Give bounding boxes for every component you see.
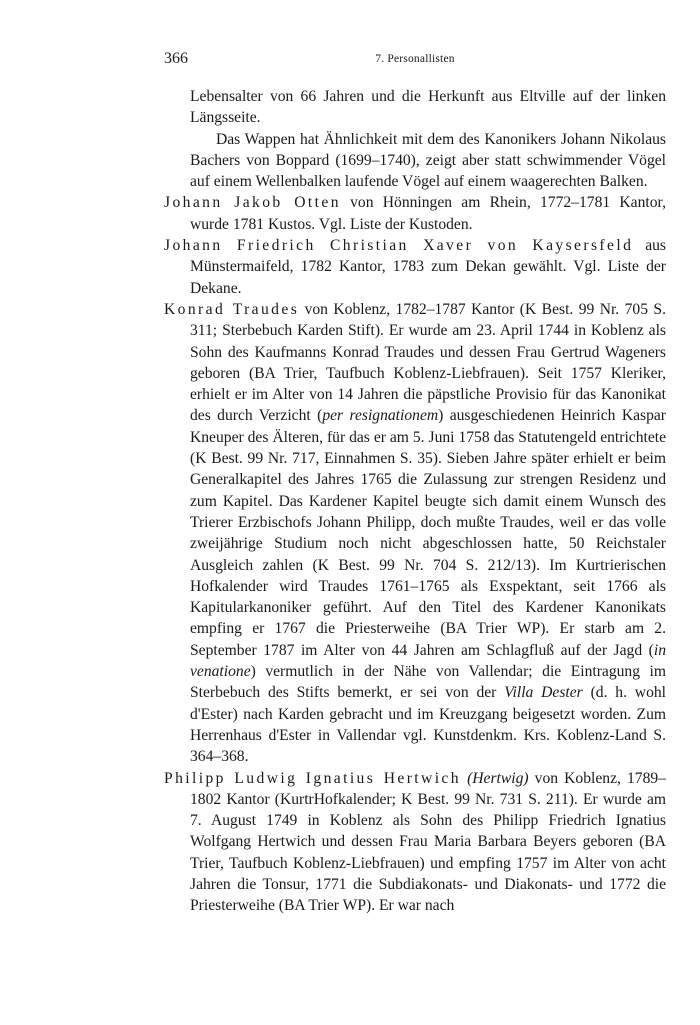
entry-text: ) ausgeschiedenen Heinrich Kaspar Kneuper des Älteren, für das er am 5. Juni 1758 das Statutengeld entrichtete (K Best. 99 Nr. 717, Einnahmen S. 35). Sieben Jahre später erhielt er beim Generalkapitel des Jahres 1765 die Zulassung zur strengen Residenz und zum Kapitel. Das Kardener Kapitel beugte sich damit einem Wunsch des Trierer Erzbischofs Johann Philipp, doch mußte Traudes, weil er das volle zweijährige Studium noch nicht abgeschlossen hatte, 50 Reichstaler Ausgleich zahlen (K Best. 99 Nr. 704 S. 212/13). Im Kurtrierischen Hofkalender wird Traudes 1761–1765 als Exspektant, seit 1766 als Kapitularkanoniker geführt. Auf den Titel des Kardener Kanonikats empfing er 1767 die Priesterweihe (BA Trier WP). Er starb am 2. September 1787 im Alter von 44 Jahren am Schlagfluß auf der Jagd (	[190, 407, 666, 659]
entry-name: Konrad Traudes	[164, 300, 300, 318]
entry-text: ) vermutlich in der Nähe von Vallendar; die Eintragung im Sterbebuch des Stifts bemerkt, er sei von der	[190, 663, 666, 702]
entry-kaysersfeld	[164, 235, 666, 299]
entry-name: Johann Friedrich Christian Xaver von Kaysersfeld	[164, 237, 634, 255]
entry-text: aus Münstermaifeld, 1782 Kantor, 1783 zum Dekan gewählt. Vgl. Liste der Dekane.	[190, 237, 666, 297]
entry-otten	[164, 192, 666, 235]
continued-paragraph: Lebensalter von 66 Jahren und die Herkunft aus Eltville auf der linken Längsseite.	[190, 88, 666, 127]
latin-phrase: per resignationem	[322, 407, 439, 425]
place-name: Villa Dester	[504, 684, 583, 702]
entry-name: Johann Jakob Otten	[164, 194, 341, 212]
page-number: 366	[164, 50, 188, 67]
entry-name: Philipp Ludwig Ignatius Hertwich	[164, 769, 461, 787]
coat-of-arms-paragraph: Das Wappen hat Ähnlichkeit mit dem des Kanonikers Johann Nikolaus Bachers von Boppard (1699–1740), zeigt aber statt schwimmender Vögel auf einem Wellenbalken laufende Vögel auf einem waagerechten Balken.	[190, 130, 666, 191]
entry-text: von Koblenz, 1789–1802 Kantor (KurtrHofkalender; K Best. 99 Nr. 731 S. 211). Er wurde am 7. August 1749 in Koblenz als Sohn des Philipp Friedrich Ignatius Wolfgang Hertwich und dessen Frau Maria Barbara Beyers geboren (BA Trier, Taufbuch Koblenz-Liebfrauen) und empfing 1757 im Alter von acht Jahren die Tonsur, 1771 die Subdiakonats- und Diakonats- und 1772 die Priesterweihe (BA Trier WP). Er war nach	[190, 769, 666, 915]
entry-text: von Koblenz, 1782–1787 Kantor (K Best. 99 Nr. 705 S. 311; Sterbebuch Karden Stift). Er wurde am 23. April 1744 in Koblenz als Sohn des Kaufmanns Konrad Traudes und dessen Frau Gertrud Wageners geboren (BA Trier, Taufbuch Koblenz-Liebfrauen). Seit 1757 Kleriker, erhielt er im Alter von 14 Jahren die päpstliche Provisio für das Kanonikat des durch Verzicht (	[190, 300, 666, 425]
entry-traudes	[164, 299, 666, 768]
page-header	[164, 50, 666, 72]
entry-hertwich	[164, 768, 666, 917]
name-variant: (Hertwig)	[467, 769, 529, 787]
entry-text: von Hönningen am Rhein, 1772–1781 Kantor, wurde 1781 Kustos. Vgl. Liste der Kustoden.	[190, 194, 666, 233]
latin-phrase: in venatione	[190, 641, 666, 681]
running-head: 7. Personallisten	[375, 53, 455, 65]
page-body	[164, 86, 666, 917]
entry-text: (d. h. wohl d'Ester) nach Karden gebracht und im Kreuzgang beigesetzt worden. Zum Herrenhaus d'Ester in Vallendar vgl. Kunstdenkm. Krs. Koblenz-Land S. 364–368.	[190, 684, 666, 766]
